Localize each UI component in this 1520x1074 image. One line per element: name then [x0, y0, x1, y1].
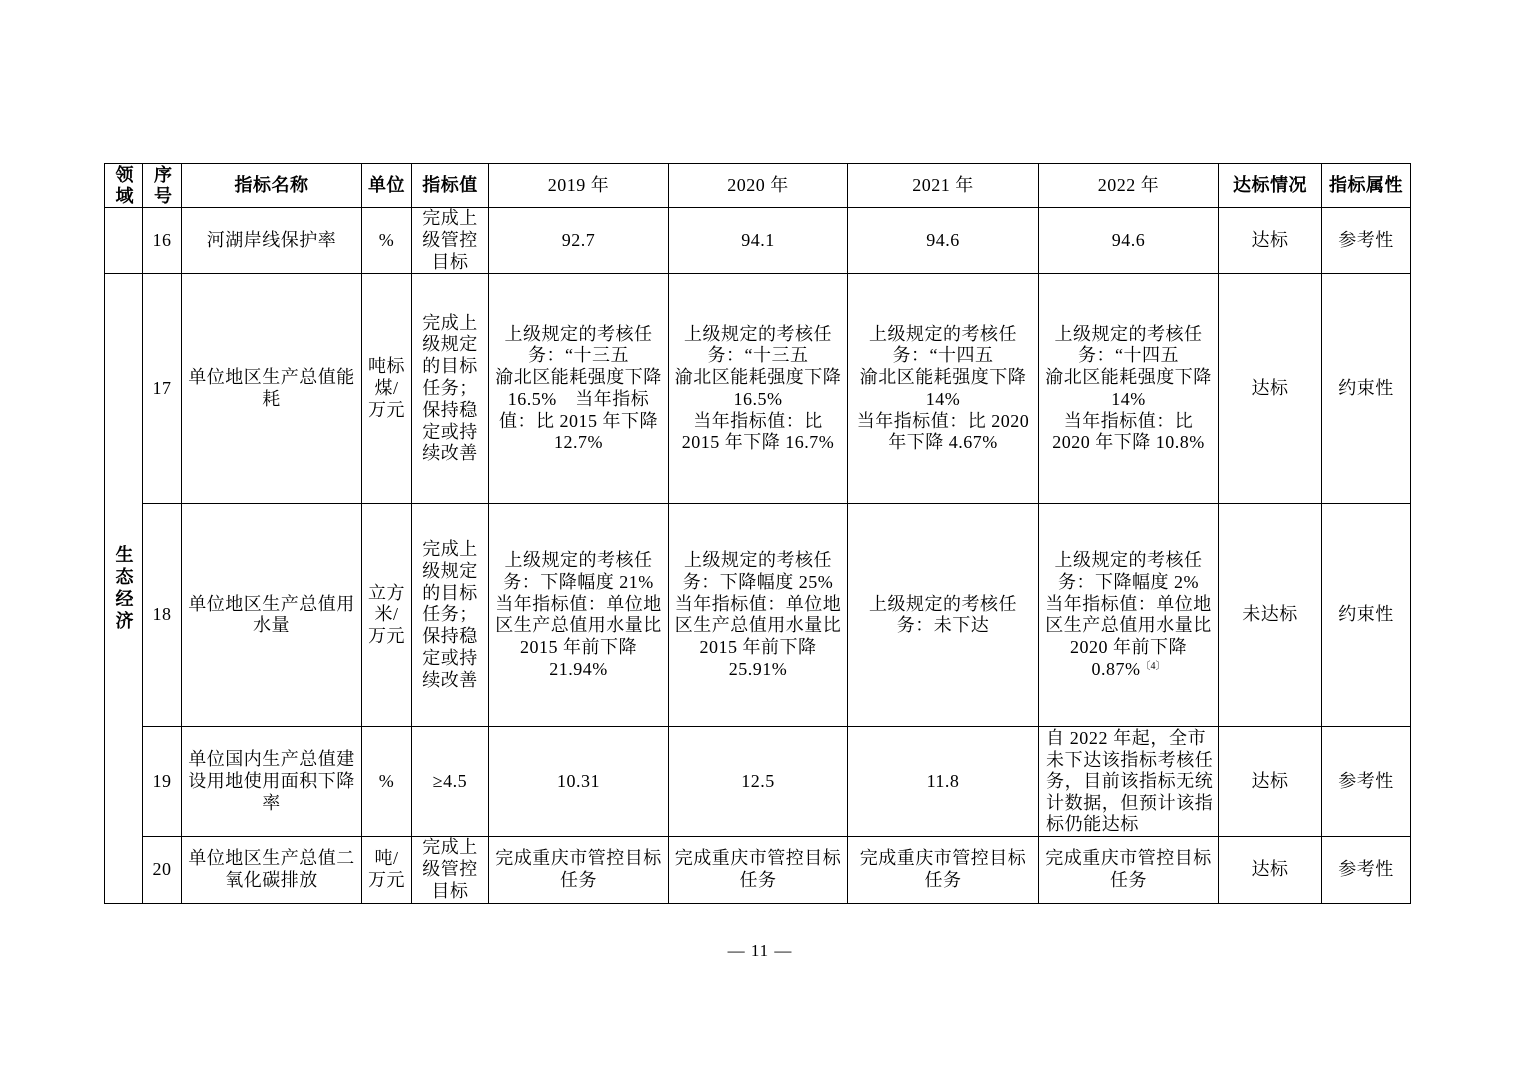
header-domain-label: 领域	[113, 164, 134, 207]
header-2019: 2019 年	[489, 164, 669, 208]
row-status: 达标	[1219, 837, 1322, 903]
header-seq-label: 序号	[152, 164, 172, 207]
row-seq: 19	[143, 727, 182, 837]
row-2022: 94.6	[1039, 208, 1219, 274]
row-2021: 上级规定的考核任 务：未下达	[848, 504, 1039, 727]
row-name: 单位地区生产总值用 水量	[182, 504, 362, 727]
row-2020: 12.5	[669, 727, 848, 837]
row-target: ≥4.5	[412, 727, 489, 837]
row-2022: 自 2022 年起，全市 未下达该指标考核任 务，目前该指标无统 计数据，但预计该指 标仍能达标	[1039, 727, 1219, 837]
row-unit: %	[362, 727, 412, 837]
row-unit: %	[362, 208, 412, 274]
row-target: 完成上 级管控 目标	[412, 208, 489, 274]
header-2021: 2021 年	[848, 164, 1039, 208]
header-2022: 2022 年	[1039, 164, 1219, 208]
header-unit: 单位	[362, 164, 412, 208]
row-attr: 约束性	[1322, 274, 1411, 504]
row-2021: 11.8	[848, 727, 1039, 837]
row-2021: 上级规定的考核任 务：“十四五 渝北区能耗强度下降 14% 当年指标值：比 2020 年下降 4.67%	[848, 274, 1039, 504]
header-status: 达标情况	[1219, 164, 1322, 208]
row-attr: 参考性	[1322, 727, 1411, 837]
domain-cell-empty	[105, 208, 143, 274]
row-2019: 上级规定的考核任 务：下降幅度 21% 当年指标值：单位地 区生产总值用水量比 2015 年前下降 21.94%	[489, 504, 669, 727]
row-target: 完成上 级管控 目标	[412, 837, 489, 903]
row-seq: 18	[143, 504, 182, 727]
header-attr: 指标属性	[1322, 164, 1411, 208]
row-name: 单位地区生产总值二 氧化碳排放	[182, 837, 362, 903]
row-target: 完成上 级规定 的目标 任务； 保持稳 定或持 续改善	[412, 274, 489, 504]
row-2020: 94.1	[669, 208, 848, 274]
row-seq: 17	[143, 274, 182, 504]
row-2022-text: 上级规定的考核任 务：下降幅度 2% 当年指标值：单位地 区生产总值用水量比 2020 年前下降 0.87%	[1045, 550, 1212, 679]
row-seq: 20	[143, 837, 182, 903]
row-2019: 上级规定的考核任 务：“十三五 渝北区能耗强度下降 16.5% 当年指标 值：比 2015 年下降 12.7%	[489, 274, 669, 504]
table-row	[105, 274, 1411, 504]
domain-label: 生态经济	[113, 544, 134, 633]
row-2020: 完成重庆市管控目标 任务	[669, 837, 848, 903]
row-2022: 完成重庆市管控目标 任务	[1039, 837, 1219, 903]
table-row	[105, 504, 1411, 727]
row-unit: 吨标 煤/ 万元	[362, 274, 412, 504]
row-2020: 上级规定的考核任 务：“十三五 渝北区能耗强度下降 16.5% 当年指标值：比 2015 年下降 16.7%	[669, 274, 848, 504]
row-2019: 完成重庆市管控目标 任务	[489, 837, 669, 903]
row-2022	[1039, 504, 1219, 727]
row-2019: 92.7	[489, 208, 669, 274]
table-row	[105, 208, 1411, 274]
row-status: 达标	[1219, 727, 1322, 837]
row-2021: 完成重庆市管控目标 任务	[848, 837, 1039, 903]
header-seq	[143, 164, 182, 208]
row-status: 达标	[1219, 208, 1322, 274]
row-status: 未达标	[1219, 504, 1322, 727]
header-target: 指标值	[412, 164, 489, 208]
row-name: 河湖岸线保护率	[182, 208, 362, 274]
page-number: — 11 —	[727, 941, 793, 960]
table-row	[105, 837, 1411, 903]
row-unit: 吨/ 万元	[362, 837, 412, 903]
row-2022: 上级规定的考核任 务：“十四五 渝北区能耗强度下降 14% 当年指标值：比 2020 年下降 10.8%	[1039, 274, 1219, 504]
table-row	[105, 727, 1411, 837]
row-2019: 10.31	[489, 727, 669, 837]
domain-cell	[105, 274, 143, 903]
row-name: 单位国内生产总值建 设用地使用面积下降 率	[182, 727, 362, 837]
footnote-marker: 〔4〕	[1140, 660, 1166, 672]
header-domain	[105, 164, 143, 208]
row-attr: 参考性	[1322, 208, 1411, 274]
row-attr: 参考性	[1322, 837, 1411, 903]
row-attr: 约束性	[1322, 504, 1411, 727]
header-row	[105, 164, 1411, 208]
header-2020: 2020 年	[669, 164, 848, 208]
row-2021: 94.6	[848, 208, 1039, 274]
row-seq: 16	[143, 208, 182, 274]
header-name: 指标名称	[182, 164, 362, 208]
row-2020: 上级规定的考核任 务：下降幅度 25% 当年指标值：单位地 区生产总值用水量比 2015 年前下降 25.91%	[669, 504, 848, 727]
row-target: 完成上 级规定 的目标 任务； 保持稳 定或持 续改善	[412, 504, 489, 727]
indicator-table	[104, 163, 1411, 904]
row-status: 达标	[1219, 274, 1322, 504]
row-unit: 立方 米/ 万元	[362, 504, 412, 727]
row-name: 单位地区生产总值能 耗	[182, 274, 362, 504]
